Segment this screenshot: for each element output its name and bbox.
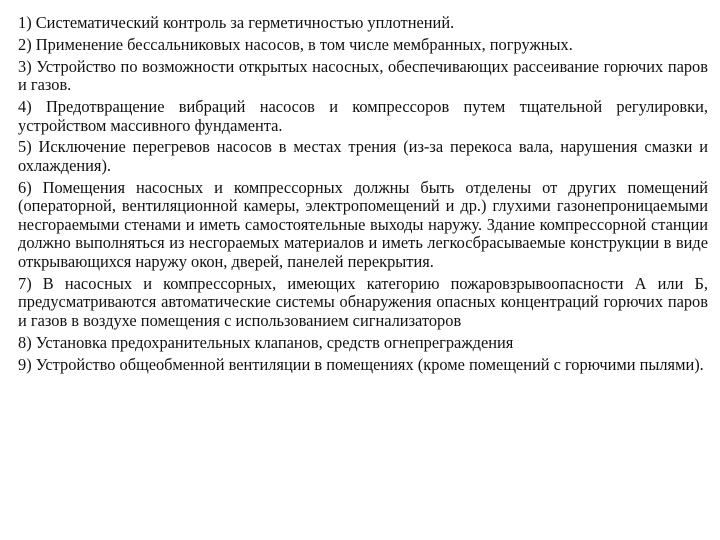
list-item-7: 7) В насосных и компрессорных, имеющих категорию пожаровзрывоопасности А или Б, предусматриваются автоматические системы обнаружения опасных концентраций горючих паров и газов в воздухе помещения с использованием сигнализаторов [18, 273, 708, 331]
list-item-6: 6) Помещения насосных и компрессорных должны быть отделены от других помещений (операторной, вентиляционной камеры, электропомещений и др.) глухими газонепроницаемыми несгораемыми стенами и иметь самостоятельные выходы наружу. Здание компрессорной станции должно выполняться из несгораемых материалов и иметь легкосбрасываемые конструкции в виде открывающихся наружу окон, дверей, панелей перекрытия. [18, 177, 708, 272]
list-item-1: 1) Систематический контроль за герметичностью уплотнений. [18, 13, 455, 32]
list-item-3: 3) Устройство по возможности открытых насосных, обеспечивающих рассеивание горючих паров и газов. [18, 56, 708, 95]
measures-list [18, 14, 708, 377]
list-item-2: 2) Применение бессальниковых насосов, в том числе мембранных, погружных. [18, 34, 573, 54]
list-item-5: 5) Исключение перегревов насосов в местах трения (из-за перекоса вала, нарушения смазки и охлаждения). [18, 137, 708, 175]
list-item-9: 9) Устройство общеобменной вентиляции в помещениях (кроме помещений с горючими пылями). [18, 354, 704, 374]
list-item-8: 8) Установка предохранительных клапанов, средств огнепреграждения [18, 332, 514, 352]
list-item-4: 4) Предотвращение вибраций насосов и компрессоров путем тщательной регулировки, устройством массивного фундамента. [18, 96, 708, 135]
